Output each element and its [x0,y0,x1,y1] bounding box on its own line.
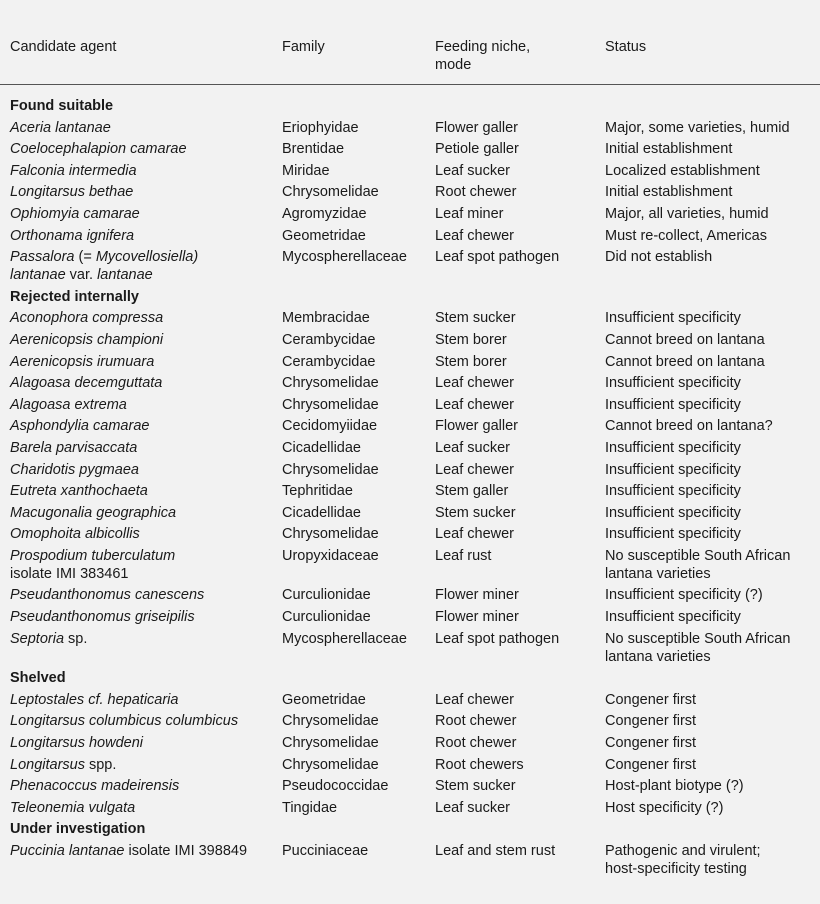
table-row: Barela parvisaccata Cicadellidae Leaf sucker Insufficient specificity [10,439,741,456]
table-row: Coelocephalapion camarae Brentidae Petiole galler Initial establishment [10,141,733,158]
table-row: Aerenicopsis championi Cerambycidae Stem borer Cannot breed on lantana [10,331,765,348]
table-row: Charidotis pygmaea Chrysomelidae Leaf chewer Insufficient specificity [10,461,741,478]
table-row: Falconia intermedia Miridae Leaf sucker Localized establishment [10,162,760,179]
table-row: Alagoasa decemguttata Chrysomelidae Leaf chewer Insufficient specificity [10,375,741,392]
table-row: Septoria sp. Mycospherellaceae Leaf spot pathogen No susceptible South African lantana varieties [10,630,791,665]
table-row: Pseudanthonomus griseipilis Curculionidae Flower miner Insufficient specificity [10,609,741,626]
table-row: Longitarsus howdeni Chrysomelidae Root chewer Congener first [10,735,697,752]
table-row: Pseudanthonomus canescens Curculionidae Flower miner Insufficient specificity (?) [10,587,763,604]
table-row: Longitarsus columbicus columbicus Chrysomelidae Root chewer Congener first [10,713,697,730]
table-header [0,36,820,85]
table-row: Teleonemia vulgata Tingidae Leaf sucker Host specificity (?) [10,799,724,816]
table-row: Eutreta xanthochaeta Tephritidae Stem galler Insufficient specificity [10,483,741,500]
section-heading: Under investigation [10,821,146,838]
section-heading: Found suitable [10,98,114,114]
table-row: Asphondylia camarae Cecidomyiidae Flower galler Cannot breed on lantana? [10,418,773,435]
col-header-status: Status [605,39,647,55]
table-row: Aerenicopsis irumuara Cerambycidae Stem borer Cannot breed on lantana [10,353,765,370]
section-heading: Rejected internally [10,288,139,305]
section-heading: Shelved [10,670,66,687]
table-row: Macugonalia geographica Cicadellidae Stem sucker Insufficient specificity [10,504,741,521]
table-row: Passalora (= Mycovellosiella) lantanae var. lantanae Mycospherellaceae Leaf spot pathogen Did not establish [10,249,713,284]
table-row: Aconophora compressa Membracidae Stem sucker Insufficient specificity [10,310,741,327]
col-header-niche: Feeding niche, mode [435,39,531,73]
table-row: Longitarsus spp. Chrysomelidae Root chewers Congener first [10,756,697,773]
col-header-agent: Candidate agent [10,39,117,55]
table-row: Ophiomyia camarae Agromyzidae Leaf miner Major, all varieties, humid [10,205,769,222]
table-body [0,96,820,881]
table-row: Prospodium tuberculatum isolate IMI 383461 Uropyxidaceae Leaf rust No susceptible South African lantana varieties [10,547,791,582]
table-row: Aceria lantanae Eriophyidae Flower galler Major, some varieties, humid [10,119,790,136]
col-header-family: Family [282,39,325,55]
table-row: Phenacoccus madeirensis Pseudococcidae Stem sucker Host-plant biotype (?) [10,778,744,795]
table-row: Alagoasa extrema Chrysomelidae Leaf chewer Insufficient specificity [10,396,741,413]
table-row: Longitarsus bethae Chrysomelidae Root chewer Initial establishment [10,184,733,201]
table-row: Puccinia lantanae isolate IMI 398849 Pucciniaceae Leaf and stem rust Pathogenic and virulent; host-specificity testing [10,843,761,877]
table-row: Orthonama ignifera Geometridae Leaf chewer Must re-collect, Americas [10,227,767,244]
table-row: Leptostales cf. hepaticaria Geometridae Leaf chewer Congener first [10,691,697,708]
table-row: Omophoita albicollis Chrysomelidae Leaf chewer Insufficient specificity [10,526,741,543]
